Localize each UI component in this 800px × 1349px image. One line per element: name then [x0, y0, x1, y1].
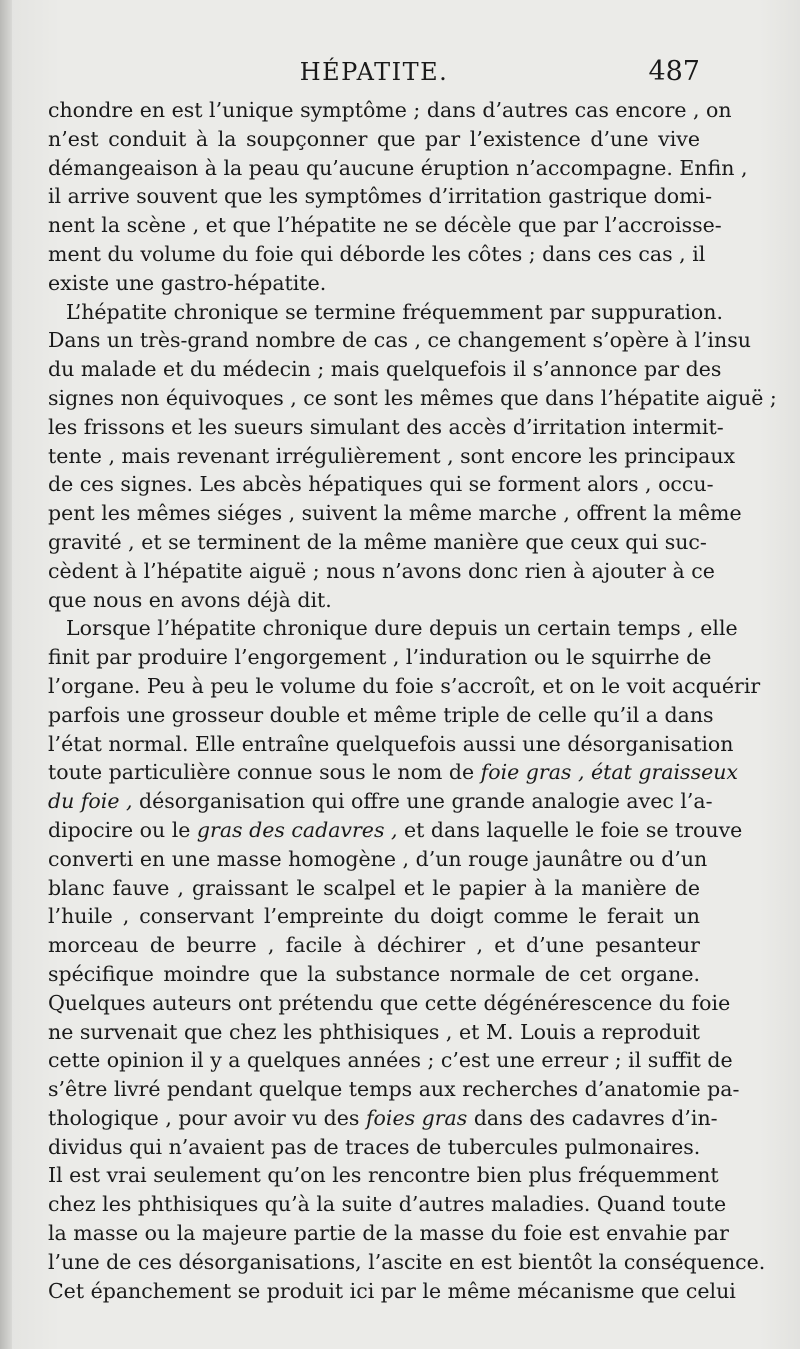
text-line: [48, 845, 708, 874]
text-segment: gravité , et se terminent de la même manière que ceux qui suc-: [48, 529, 707, 554]
text-segment: que nous en avons déjà dit.: [48, 587, 332, 612]
text-line: [48, 931, 700, 960]
running-head: HÉPATITE.: [299, 58, 449, 86]
text-segment: converti en une masse homogène , d’un rouge jaunâtre ou d’un: [48, 846, 708, 871]
text-segment: de ces signes. Les abcès hépatiques qui se forment alors , occu-: [48, 472, 714, 497]
text-line: [48, 470, 714, 499]
text-line: [48, 1190, 727, 1219]
text-segment: ne survenait que chez les phthisiques , et M. Louis a reproduit: [48, 1019, 700, 1044]
text-segment: les frissons et les sueurs simulant des accès d’irritation intermit-: [48, 414, 724, 439]
text-line: [48, 96, 732, 125]
text-segment: ment du volume du foie qui déborde les côtes ; dans ces cas , il: [48, 241, 706, 266]
text-line: [48, 125, 700, 154]
text-segment: pent les mêmes siéges , suivent la même marche , offrent la même: [48, 501, 742, 526]
text-segment: morceau de beurre , facile à déchirer , et d’une pesanteur: [48, 933, 700, 958]
text-segment: dipocire ou le: [48, 817, 197, 842]
text-line: [48, 730, 734, 759]
page-header: [48, 58, 700, 92]
text-line: [48, 154, 748, 183]
text-segment: cèdent à l’hépatite aiguë ; nous n’avons donc rien à ajouter à ce: [48, 558, 715, 583]
text-line: [48, 1161, 719, 1190]
page-gutter: [0, 0, 12, 1349]
text-line: [48, 1104, 718, 1133]
text-line: [48, 1046, 733, 1075]
text-segment: démangeaison à la peau qu’aucune éruption n’accompagne. Enfin ,: [48, 155, 748, 180]
text-segment: il arrive souvent que les symptômes d’irritation gastrique domi-: [48, 184, 713, 209]
text-line: [48, 643, 712, 672]
text-segment: parfois une grosseur double et même triple de celle qu’il a dans: [48, 702, 714, 727]
text-segment: du malade et du médecin ; mais quelquefois il s’annonce par des: [48, 357, 722, 382]
text-line: [48, 384, 777, 413]
text-segment: Quelques auteurs ont prétendu que cette dégénérescence du foie: [48, 990, 731, 1015]
text-segment: s’être livré pendant quelque temps aux recherches d’anatomie pa-: [48, 1077, 740, 1102]
text-segment: thologique , pour avoir vu des: [48, 1105, 366, 1130]
text-segment: cette opinion il y a quelques années ; c’est une erreur ; il suffit de: [48, 1048, 733, 1073]
italic-term: foies gras: [365, 1105, 468, 1130]
text-segment: Il est vrai seulement qu’on les rencontre bien plus fréquemment: [48, 1163, 719, 1188]
text-line: [48, 989, 731, 1018]
text-segment: L’hépatite chronique se termine fréquemment par suppuration.: [66, 299, 723, 324]
text-line: [48, 701, 714, 730]
text-segment: dans des cadavres d’in-: [467, 1105, 718, 1130]
text-line: [48, 413, 724, 442]
text-line: [48, 758, 738, 787]
text-line: [48, 787, 713, 816]
text-line: [48, 182, 713, 211]
text-segment: Cet épanchement se produit ici par le même mécanisme que celui: [48, 1278, 736, 1303]
text-segment: chez les phthisiques qu’à la suite d’autres maladies. Quand toute: [48, 1192, 727, 1217]
text-segment: tente , mais revenant irrégulièrement , sont encore les principaux: [48, 443, 736, 468]
text-segment: spécifique moindre que la substance normale de cet organe.: [48, 961, 700, 986]
text-line: [48, 528, 707, 557]
text-line: [48, 355, 722, 384]
italic-term: foie gras , état graisseux: [480, 760, 738, 785]
text-line: [48, 442, 736, 471]
text-line: [48, 1277, 736, 1306]
text-line: [48, 499, 742, 528]
text-segment: toute particulière connue sous le nom de: [48, 760, 481, 785]
text-segment: l’organe. Peu à peu le volume du foie s’accroît, et on le voit acquérir: [48, 673, 761, 698]
text-segment: l’état normal. Elle entraîne quelquefois aussi une désorganisation: [48, 731, 734, 756]
italic-term: du foie ,: [48, 789, 133, 814]
text-segment: signes non équivoques , ce sont les mêmes que dans l’hépatite aiguë ;: [48, 385, 777, 410]
text-line: [48, 240, 706, 269]
text-line: [48, 874, 700, 903]
text-segment: blanc fauve , graissant le scalpel et le papier à la manière de: [48, 875, 700, 900]
text-line: [48, 1219, 729, 1248]
text-line: [48, 902, 700, 931]
body-text: [48, 96, 777, 1305]
text-line: [48, 586, 700, 615]
text-line: [48, 1018, 700, 1047]
text-segment: et dans laquelle le foie se trouve: [397, 817, 743, 842]
text-line: [48, 298, 723, 327]
text-line: [48, 614, 738, 643]
text-segment: finit par produire l’engorgement , l’induration ou le squirrhe de: [48, 645, 712, 670]
text-line: [48, 269, 700, 298]
text-segment: nent la scène , et que l’hépatite ne se décèle que par l’accroisse-: [48, 213, 722, 238]
text-segment: l’une de ces désorganisations, l’ascite en est bientôt la conséquence.: [48, 1249, 766, 1274]
text-segment: l’huile , conservant l’empreinte du doigt comme le ferait un: [48, 904, 700, 929]
text-line: [48, 1133, 700, 1162]
text-line: [48, 1248, 766, 1277]
text-line: [48, 960, 700, 989]
text-segment: dividus qui n’avaient pas de traces de tubercules pulmonaires.: [48, 1134, 701, 1159]
italic-term: gras des cadavres ,: [196, 817, 398, 842]
text-line: [48, 326, 751, 355]
page-number: 487: [648, 56, 700, 87]
text-segment: Lorsque l’hépatite chronique dure depuis un certain temps , elle: [66, 616, 738, 641]
text-segment: existe une gastro-hépatite.: [48, 270, 327, 295]
text-line: [48, 672, 761, 701]
text-line: [48, 211, 722, 240]
text-segment: chondre en est l’unique symptôme ; dans d’autres cas encore , on: [48, 98, 732, 122]
text-line: [48, 1075, 740, 1104]
text-line: [48, 816, 743, 845]
text-segment: la masse ou la majeure partie de la masse du foie est envahie par: [48, 1221, 729, 1246]
text-segment: désorganisation qui offre une grande analogie avec l’a-: [132, 789, 713, 814]
text-segment: Dans un très-grand nombre de cas , ce changement s’opère à l’insu: [48, 328, 751, 353]
text-line: [48, 557, 715, 586]
text-segment: n’est conduit à la soupçonner que par l’existence d’une vive: [48, 126, 700, 151]
